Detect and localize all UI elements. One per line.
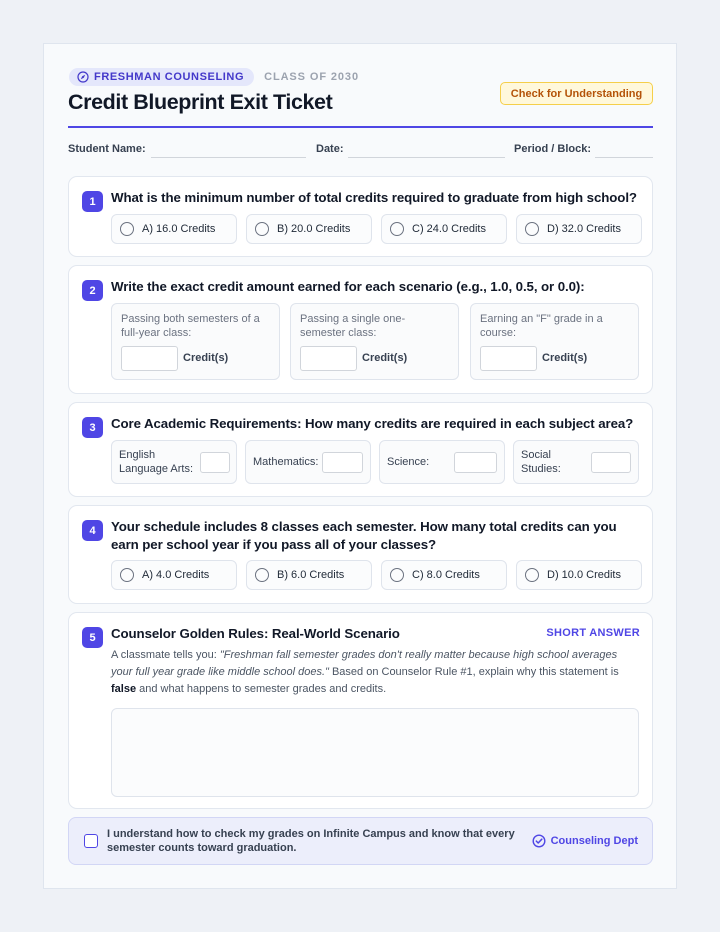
credit-input[interactable]	[454, 452, 497, 473]
credit-input[interactable]	[480, 346, 537, 371]
q1-option-b[interactable]: B) 20.0 Credits	[246, 214, 372, 244]
question-title: Counselor Golden Rules: Real-World Scenario	[111, 626, 400, 641]
scenario-one-semester: Passing a single one-semester class: Credit(s)	[290, 303, 459, 380]
q4-option-a[interactable]: A) 4.0 Credits	[111, 560, 237, 590]
short-answer-field[interactable]	[111, 708, 639, 797]
question-text: What is the minimum number of total credits required to graduate from high school?	[111, 190, 637, 205]
counseling-dept-label: Counseling Dept	[532, 834, 638, 848]
credit-input[interactable]	[591, 452, 631, 473]
check-circle-icon	[532, 834, 546, 848]
radio-button[interactable]	[390, 222, 404, 236]
period-label: Period / Block:	[514, 143, 592, 155]
check-for-understanding-badge: Check for Understanding	[500, 82, 653, 105]
student-info-row	[68, 141, 653, 159]
credit-input[interactable]	[121, 346, 178, 371]
question-2-card	[68, 265, 653, 394]
short-answer-tag: SHORT ANSWER	[546, 627, 640, 639]
radio-button[interactable]	[390, 568, 404, 582]
compass-icon	[77, 71, 89, 83]
subject-science: Science:	[379, 440, 505, 484]
credit-input[interactable]	[300, 346, 357, 371]
credit-unit-label: Credit(s)	[362, 352, 408, 364]
acknowledgement-text: I understand how to check my grades on Infinite Campus and know that every semester counts toward graduation.	[107, 828, 515, 854]
radio-button[interactable]	[525, 222, 539, 236]
question-5-card	[68, 612, 653, 809]
radio-button[interactable]	[255, 568, 269, 582]
credit-unit-label: Credit(s)	[183, 352, 229, 364]
page-title: Credit Blueprint Exit Ticket	[68, 90, 333, 114]
acknowledgement-checkbox[interactable]	[84, 834, 98, 848]
student-name-field[interactable]	[151, 157, 306, 158]
credit-input[interactable]	[322, 452, 363, 473]
question-number: 5	[82, 627, 103, 648]
q4-option-c[interactable]: C) 8.0 Credits	[381, 560, 507, 590]
radio-button[interactable]	[255, 222, 269, 236]
question-text: Core Academic Requirements: How many credits are required in each subject area?	[111, 416, 634, 431]
q1-option-d[interactable]: D) 32.0 Credits	[516, 214, 642, 244]
q4-option-b[interactable]: B) 6.0 Credits	[246, 560, 372, 590]
program-badge	[69, 68, 254, 86]
radio-button[interactable]	[120, 568, 134, 582]
question-text: Write the exact credit amount earned for each scenario (e.g., 1.0, 0.5, or 0.0):	[111, 279, 585, 294]
q4-option-d[interactable]: D) 10.0 Credits	[516, 560, 642, 590]
question-number: 2	[82, 280, 103, 301]
date-label: Date:	[316, 143, 344, 155]
class-of-label: CLASS OF 2030	[264, 71, 359, 83]
question-3-card	[68, 402, 653, 497]
question-1-card	[68, 176, 653, 257]
question-number: 3	[82, 417, 103, 438]
credit-unit-label: Credit(s)	[542, 352, 588, 364]
radio-button[interactable]	[120, 222, 134, 236]
scenario-prompt: A classmate tells you: "Freshman fall semester grades don't really matter because high school averages your full year grade like middle school does." Based on Counselor Rule #1, explain why this statement is false and what happens to semester grades and credits.	[111, 649, 619, 695]
scenario-f-grade: Earning an "F" grade in a course: Credit(s)	[470, 303, 639, 380]
title-divider	[68, 126, 653, 128]
student-name-label: Student Name:	[68, 143, 146, 155]
classmate-quote: "Freshman fall semester grades don't really matter because high school averages your full year grade like middle school does."	[111, 649, 618, 678]
q1-option-c[interactable]: C) 24.0 Credits	[381, 214, 507, 244]
acknowledgement-bar	[68, 817, 653, 865]
question-text: Your schedule includes 8 classes each semester. How many total credits can you earn per school year if you pass all of your classes?	[111, 519, 617, 552]
q1-option-a[interactable]: A) 16.0 Credits	[111, 214, 237, 244]
question-number: 1	[82, 191, 103, 212]
date-field[interactable]	[348, 157, 505, 158]
subject-social-studies: Social Studies:	[513, 440, 639, 484]
header-tags	[69, 68, 359, 86]
subject-english: English Language Arts:	[111, 440, 237, 484]
subject-math: Mathematics:	[245, 440, 371, 484]
question-4-card	[68, 505, 653, 604]
period-field[interactable]	[595, 157, 653, 158]
radio-button[interactable]	[525, 568, 539, 582]
question-number: 4	[82, 520, 103, 541]
credit-input[interactable]	[200, 452, 230, 473]
program-badge-label: FRESHMAN COUNSELING	[94, 71, 245, 83]
scenario-full-year: Passing both semesters of a full-year class: Credit(s)	[111, 303, 280, 380]
worksheet-page	[43, 43, 677, 889]
